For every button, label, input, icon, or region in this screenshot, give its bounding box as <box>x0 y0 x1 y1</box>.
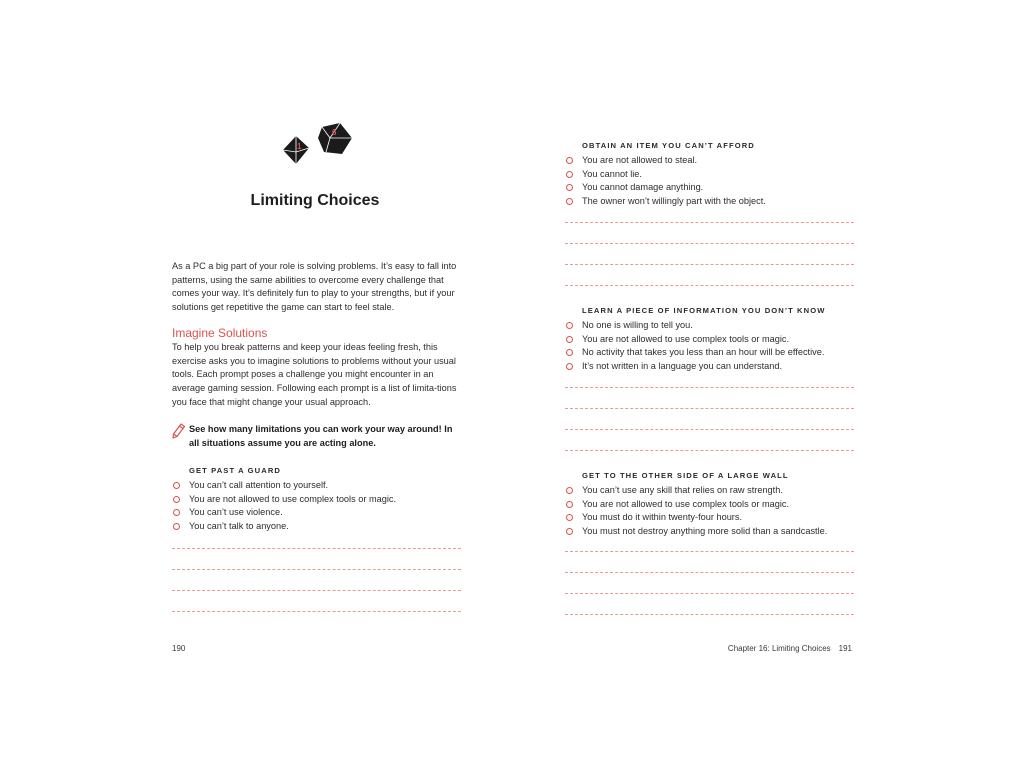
circle-bullet-icon <box>173 496 180 503</box>
writing-lines[interactable] <box>565 387 854 471</box>
limitation-text: The owner won’t willingly part with the object. <box>582 195 766 206</box>
answer-line[interactable] <box>565 614 854 615</box>
prompt-cross-wall <box>565 470 857 538</box>
limitation-text: You are not allowed to use complex tools or magic. <box>582 498 790 509</box>
answer-line[interactable] <box>172 590 461 591</box>
limitation-item <box>565 346 857 360</box>
limitation-text: No activity that takes you less than an hour will be effective. <box>582 347 825 358</box>
prompt-obtain-item <box>565 140 857 208</box>
limitation-item <box>565 319 857 333</box>
circle-bullet-icon <box>566 184 573 191</box>
answer-line[interactable] <box>565 450 854 451</box>
limitations-list <box>172 479 464 533</box>
limitation-text: You cannot lie. <box>582 168 642 179</box>
answer-line[interactable] <box>565 222 854 223</box>
tip-text: See how many limitations you can work your way around! In all situations assume you are acting alone. <box>189 424 453 448</box>
intro-paragraph: As a PC a big part of your role is solving problems. It’s easy to fall into patterns, using the same abilities to overcome every challenge that comes your way. It’s definitely fun to play to your strengths, but if your solutions get repetitive the game can start to feel stale. <box>172 261 457 313</box>
circle-bullet-icon <box>566 349 573 356</box>
circle-bullet-icon <box>566 363 573 370</box>
circle-bullet-icon <box>566 514 573 521</box>
limitation-text: You can’t use any skill that relies on raw strength. <box>582 485 783 495</box>
limitation-item <box>172 479 464 493</box>
writing-lines[interactable] <box>172 548 461 632</box>
answer-line[interactable] <box>172 548 461 549</box>
page-footer <box>728 644 852 653</box>
prompt-title: OBTAIN AN ITEM YOU CAN’T AFFORD <box>582 141 755 150</box>
limitation-item <box>172 493 464 507</box>
answer-line[interactable] <box>172 611 461 612</box>
writing-lines[interactable] <box>565 222 854 306</box>
limitations-list <box>565 484 857 538</box>
limitation-item <box>172 506 464 520</box>
circle-bullet-icon <box>173 482 180 489</box>
limitation-text: You must do it within twenty-four hours. <box>582 512 743 523</box>
answer-line[interactable] <box>565 572 854 573</box>
answer-line[interactable] <box>565 429 854 430</box>
prompt-learn-information <box>565 305 857 373</box>
limitation-text: You cannot damage anything. <box>582 182 704 193</box>
limitations-list <box>565 154 857 208</box>
limitation-item <box>565 498 857 512</box>
prompt-title: GET TO THE OTHER SIDE OF A LARGE WALL <box>582 471 789 480</box>
answer-line[interactable] <box>565 285 854 286</box>
limitation-item <box>565 525 857 539</box>
tip-callout <box>172 423 462 450</box>
answer-line[interactable] <box>565 551 854 552</box>
circle-bullet-icon <box>566 322 573 329</box>
prompt-title: GET PAST A GUARD <box>189 466 281 475</box>
limitation-item <box>565 360 857 374</box>
limitation-text: It’s not written in a language you can understand. <box>582 360 783 371</box>
limitation-text: You must not destroy anything more solid than a sandcastle. <box>582 525 828 536</box>
prompt-title: LEARN A PIECE OF INFORMATION YOU DON’T KNOW <box>582 306 826 315</box>
limitation-text: You can’t use violence. <box>189 507 283 518</box>
limitation-item <box>565 168 857 182</box>
running-head: Chapter 16: Limiting Choices <box>727 644 831 653</box>
circle-bullet-icon <box>566 171 573 178</box>
circle-bullet-icon <box>566 157 573 164</box>
section-body: To help you break patterns and keep your ideas feeling fresh, this exercise asks you to imagine solutions to problems without your usual tools. Each prompt poses a challenge you might encounter in an average gaming session. Following each prompt is a list of limita-tions you face that might change your usual approach. <box>172 342 457 407</box>
answer-line[interactable] <box>565 243 854 244</box>
circle-bullet-icon <box>173 509 180 516</box>
limitation-item <box>565 511 857 525</box>
pencil-icon <box>172 423 186 439</box>
limitation-item <box>565 154 857 168</box>
circle-bullet-icon <box>566 487 573 494</box>
writing-lines[interactable] <box>565 551 854 635</box>
circle-bullet-icon <box>566 336 573 343</box>
limitation-item <box>172 520 464 534</box>
die2-face: 6 <box>332 128 337 137</box>
die-d6-icon <box>318 123 352 154</box>
prompt-get-past-guard <box>172 465 464 533</box>
limitation-text: You can’t call attention to yourself. <box>189 480 329 490</box>
circle-bullet-icon <box>566 198 573 205</box>
limitation-text: You are not allowed to use complex tools or magic. <box>189 493 397 504</box>
dice-icon <box>282 122 356 172</box>
die1-face: 1 <box>297 142 302 151</box>
answer-line[interactable] <box>172 569 461 570</box>
limitation-text: You are not allowed to use complex tools or magic. <box>582 333 790 344</box>
limitation-text: You are not allowed to steal. <box>582 155 698 165</box>
limitation-text: You can’t talk to anyone. <box>189 520 289 531</box>
chapter-title: Limiting Choices <box>250 192 380 209</box>
limitation-item <box>565 195 857 209</box>
page-number: 190 <box>172 644 186 653</box>
circle-bullet-icon <box>566 501 573 508</box>
limitations-list <box>565 319 857 373</box>
limitation-item <box>565 484 857 498</box>
limitation-item <box>565 333 857 347</box>
answer-line[interactable] <box>565 387 854 388</box>
answer-line[interactable] <box>565 264 854 265</box>
answer-line[interactable] <box>565 408 854 409</box>
limitation-item <box>565 181 857 195</box>
circle-bullet-icon <box>566 528 573 535</box>
limitation-text: No one is willing to tell you. <box>582 320 693 330</box>
page-number: 191 <box>838 644 852 653</box>
answer-line[interactable] <box>565 593 854 594</box>
circle-bullet-icon <box>173 523 180 530</box>
die-d8-icon <box>283 136 309 164</box>
section-heading: Imagine Solutions <box>172 326 268 340</box>
